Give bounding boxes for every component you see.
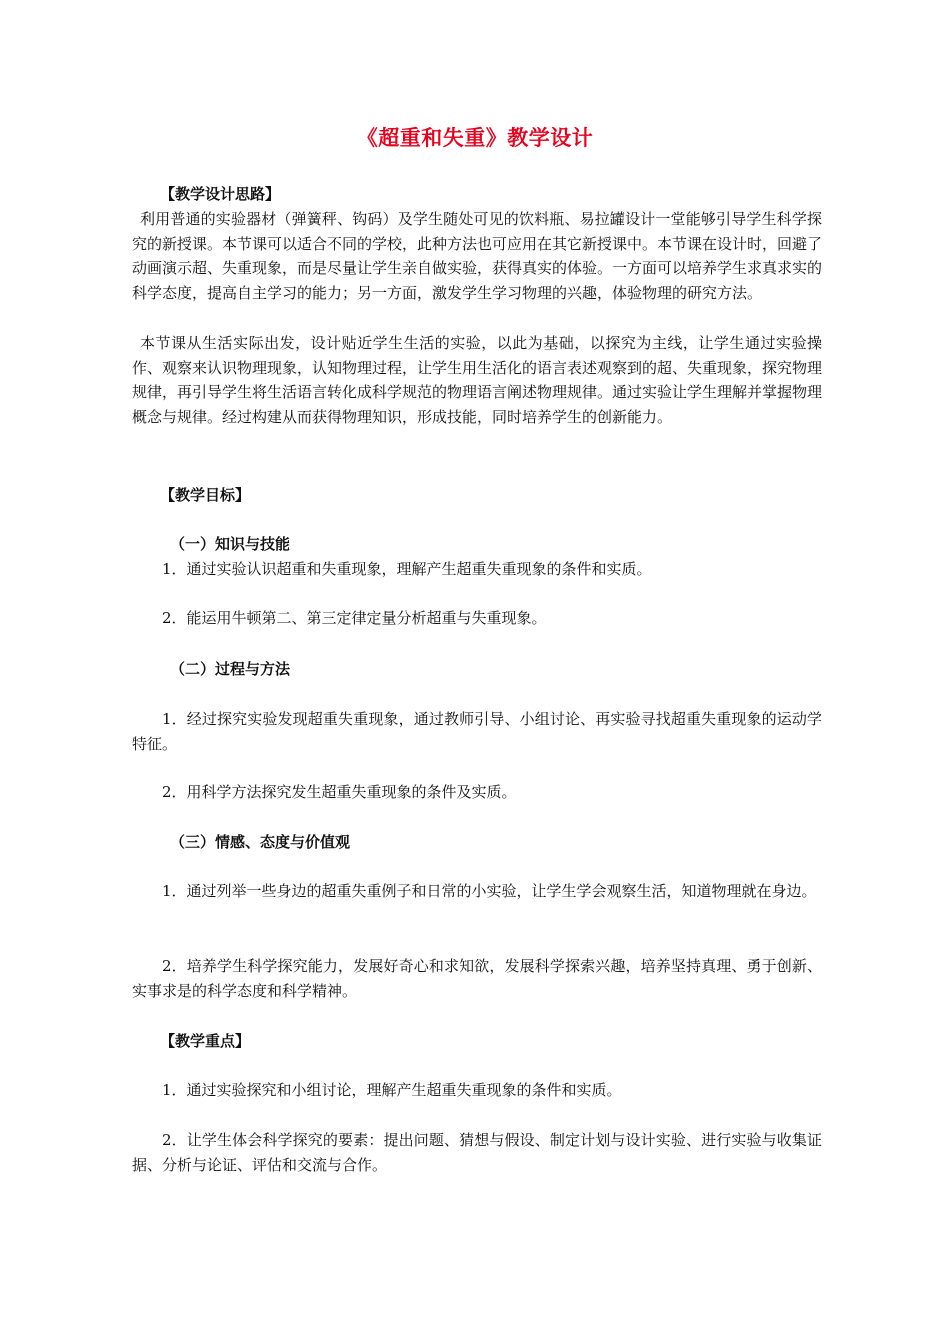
emotion-item-2: 2．培养学生科学探究能力，发展好奇心和求知欲，发展科学探索兴趣，培养坚持真理、勇于创新、实事求是的科学态度和科学精神。 [132, 957, 822, 1000]
subheading-knowledge-skills: （一）知识与技能 [170, 535, 291, 553]
subheading-process-method: （二）过程与方法 [170, 660, 291, 678]
knowledge-item-2: 2．能运用牛顿第二、第三定律定量分析超重与失重现象。 [162, 609, 547, 627]
process-item-1: 1．经过探究实验发现超重失重现象，通过教师引导、小组讨论、再实验寻找超重失重现象的运动学特征。 [132, 710, 822, 753]
heading-teaching-key-points: 【教学重点】 [160, 1032, 251, 1050]
emotion-item-1: 1．通过列举一些身边的超重失重例子和日常的小实验，让学生学会观察生活，知道物理就在身边。 [162, 882, 817, 900]
subheading-emotion-attitude: （三）情感、态度与价值观 [170, 833, 351, 851]
heading-teaching-goals: 【教学目标】 [160, 486, 251, 504]
document-title: 《超重和失重》教学设计 [356, 126, 594, 150]
knowledge-item-1: 1．通过实验认识超重和失重现象，理解产生超重失重现象的条件和实质。 [162, 560, 652, 578]
key-point-item-1: 1．通过实验探究和小组讨论，理解产生超重失重现象的条件和实质。 [162, 1081, 622, 1099]
key-point-item-2: 2．让学生体会科学探究的要素：提出问题、猜想与假设、制定计划与设计实验、进行实验与收集证据、分析与论证、评估和交流与合作。 [132, 1131, 822, 1174]
heading-design-idea: 【教学设计思路】 [160, 185, 281, 203]
design-idea-paragraph-2: 本节课从生活实际出发，设计贴近学生生活的实验，以此为基础，以探究为主线，让学生通过实验操作、观察来认识物理现象，认知物理过程，让学生用生活化的语言表述观察到的超、失重现象，探究物理规律，再引导学生将生活语言转化成科学规范的物理语言阐述物理规律。通过实验让学生理解并掌握物理概念与规律。经过构建从而获得物理知识，形成技能，同时培养学生的创新能力。 [132, 334, 823, 426]
design-idea-paragraph-1: 利用普通的实验器材（弹簧秤、钩码）及学生随处可见的饮料瓶、易拉罐设计一堂能够引导学生科学探究的新授课。本节课可以适合不同的学校，此种方法也可应用在其它新授课中。本节课在设计时，回避了动画演示超、失重现象，而是尽量让学生亲自做实验，获得真实的体验。一方面可以培养学生求真求实的科学态度，提高自主学习的能力；另一方面，激发学生学习物理的兴趣，体验物理的研究方法。 [132, 210, 823, 302]
process-item-2: 2．用科学方法探究发生超重失重现象的条件及实质。 [162, 783, 517, 801]
